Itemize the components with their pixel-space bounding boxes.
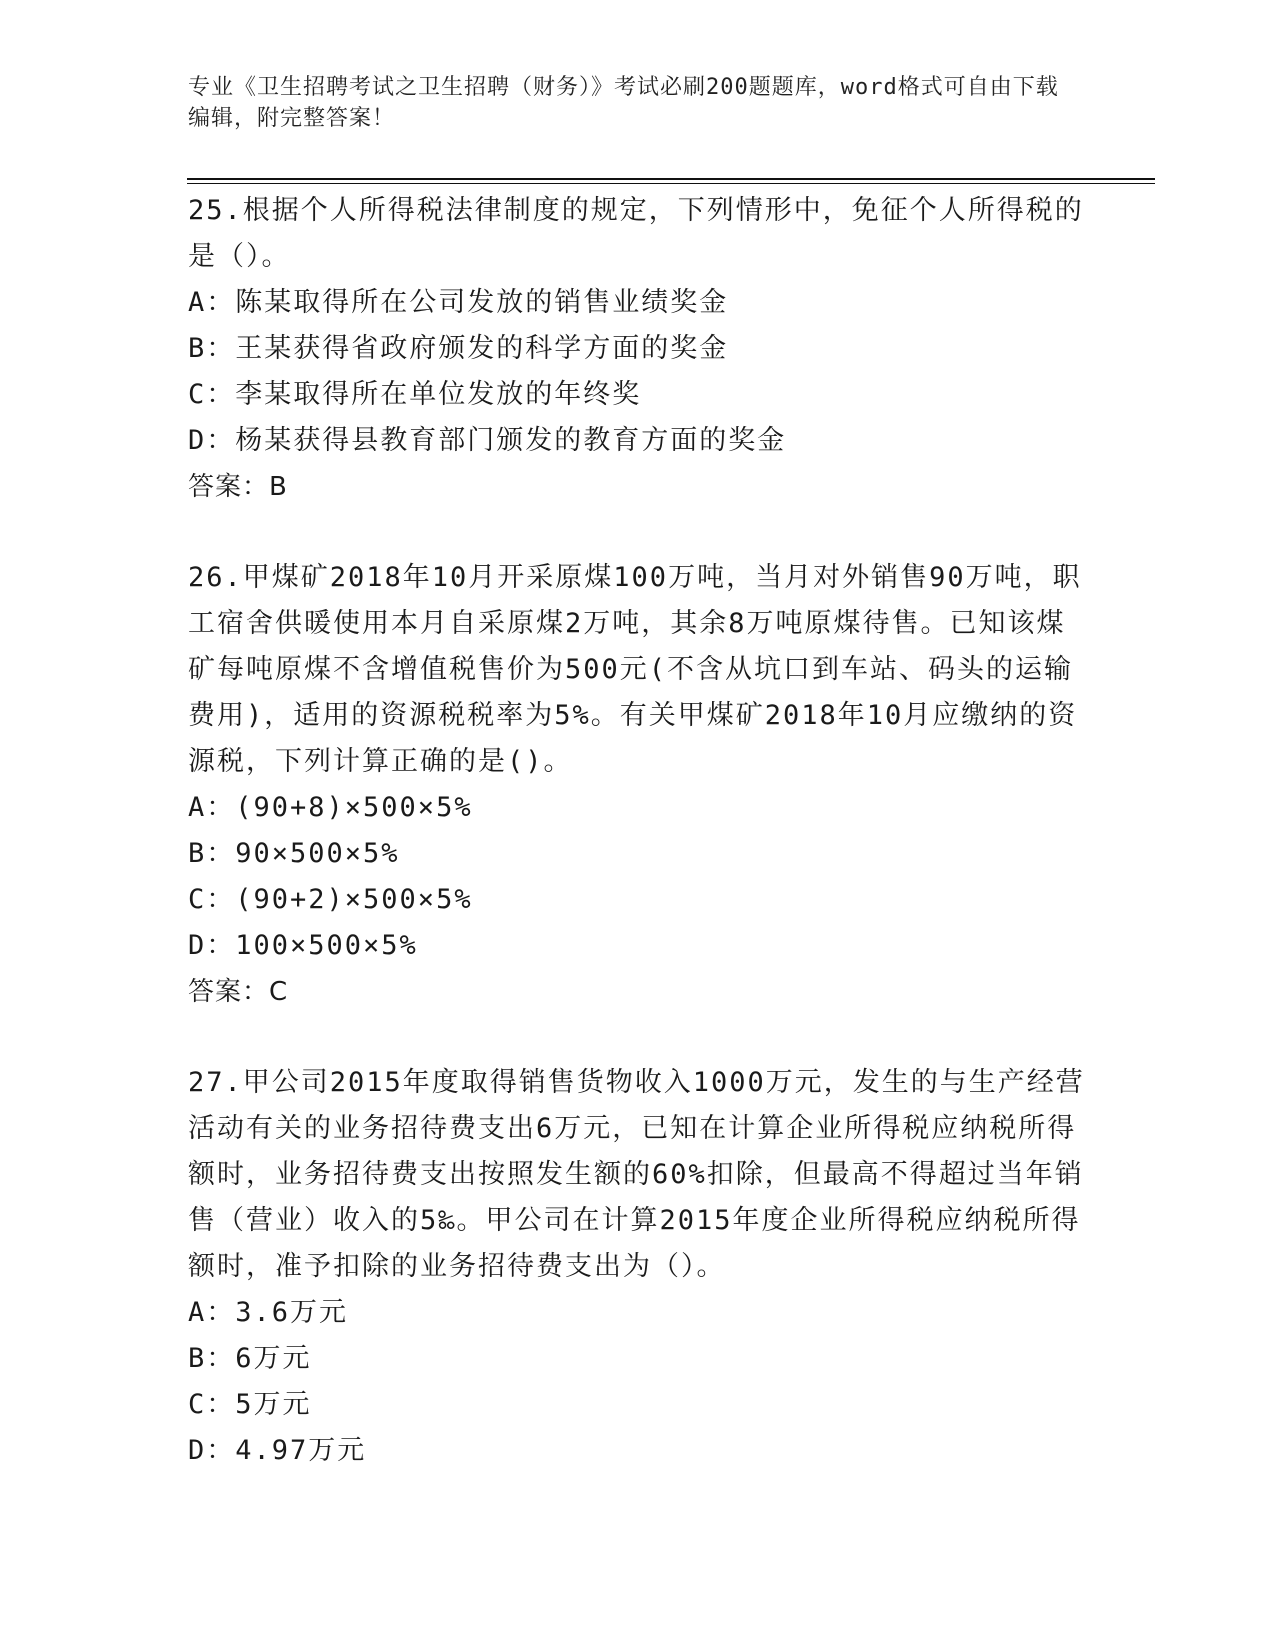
question-stem: 25.根据个人所得税法律制度的规定，下列情形中，免征个人所得税的是（）。 [188,195,1084,272]
option-c: C：(90+2)×500×5% [188,884,473,915]
question-list [188,188,1088,1474]
question-25 [188,188,1088,510]
option-b: B：6万元 [188,1343,312,1374]
answer-label: 答案：C [188,977,289,1007]
option-d: D：100×500×5% [188,930,418,961]
option-c: C：李某取得所在单位发放的年终奖 [188,379,642,410]
option-b: B：90×500×5% [188,838,400,869]
question-27 [188,1060,1088,1474]
option-a: A：3.6万元 [188,1297,349,1328]
question-stem: 27.甲公司2015年度取得销售货物收入1000万元，发生的与生产经营活动有关的业务招待费支出6万元，已知在计算企业所得税应纳税所得额时，业务招待费支出按照发生额的60%扣除，但最高不得超过当年销售（营业）收入的5‰。甲公司在计算2015年度企业所得税应纳税所得额时，准予扣除的业务招待费支出为（）。 [188,1067,1085,1282]
option-a: A：(90+8)×500×5% [188,792,473,823]
question-spacer [188,1015,1088,1060]
header-divider-thick [187,178,1155,180]
question-stem: 26.甲煤矿2018年10月开采原煤100万吨，当月对外销售90万吨，职工宿舍供暖使用本月自采原煤2万吨，其余8万吨原煤待售。已知该煤矿每吨原煤不含增值税售价为500元(不含从坑口到车站、码头的运输费用)，适用的资源税税率为5%。有关甲煤矿2018年10月应缴纳的资源税，下列计算正确的是()。 [188,562,1082,777]
option-a: A：陈某取得所在公司发放的销售业绩奖金 [188,287,729,318]
answer-label: 答案：B [188,472,288,502]
question-spacer [188,510,1088,555]
option-b: B：王某获得省政府颁发的科学方面的奖金 [188,333,729,364]
question-26 [188,555,1088,1015]
option-c: C：5万元 [188,1389,312,1420]
document-header: 专业《卫生招聘考试之卫生招聘（财务）》考试必刷200题题库，word格式可自由下载编辑，附完整答案！ [188,75,1059,131]
option-d: D：4.97万元 [188,1435,367,1466]
header-divider-thin [187,183,1155,184]
option-d: D：杨某获得县教育部门颁发的教育方面的奖金 [188,425,787,456]
